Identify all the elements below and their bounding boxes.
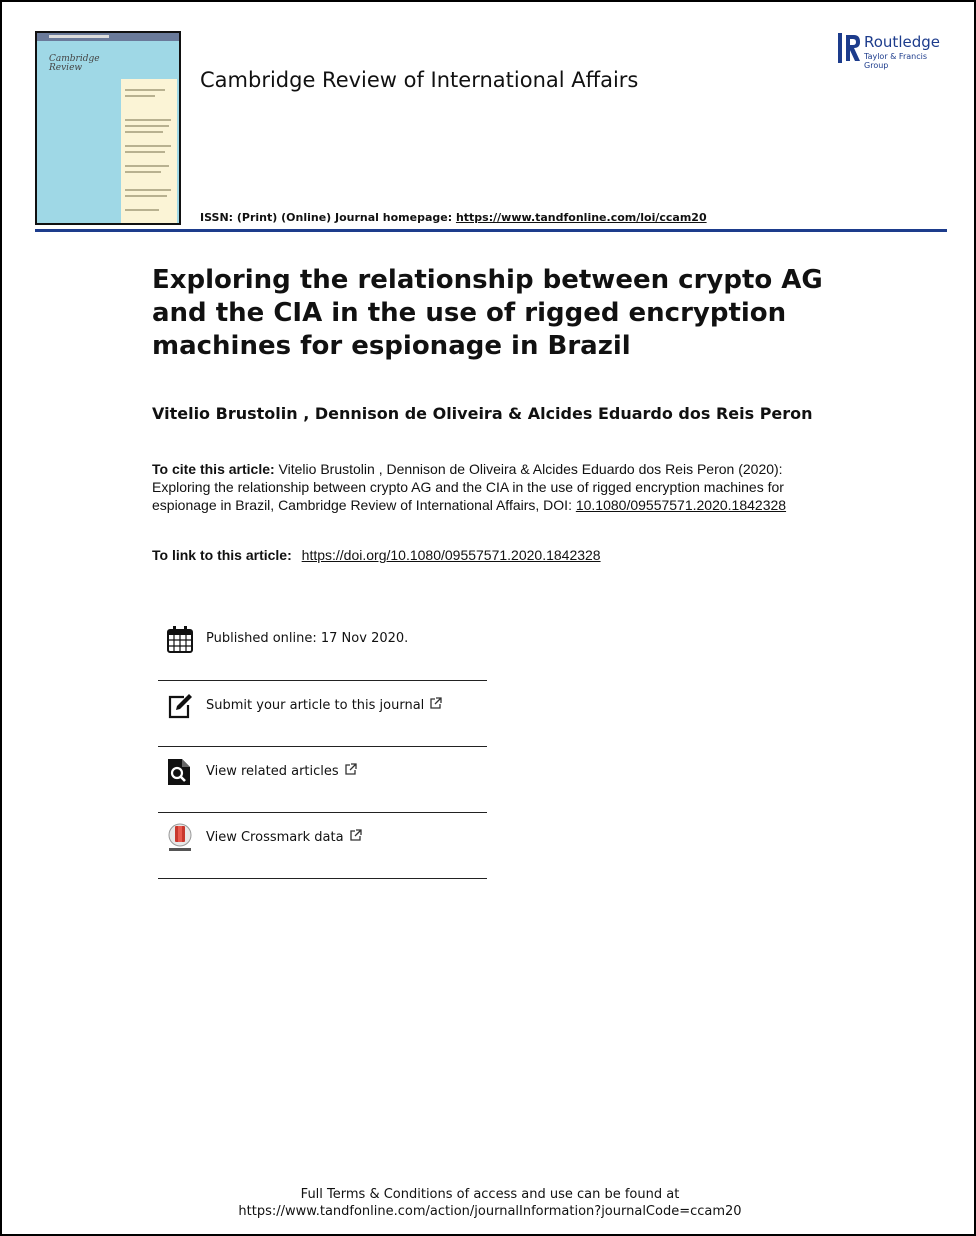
article-link-line [152, 547, 601, 563]
article-doi-link[interactable]: https://doi.org/10.1080/09557571.2020.1842328 [301, 547, 601, 563]
related-articles-link[interactable]: View related articles [206, 763, 357, 779]
external-link-icon [350, 829, 362, 841]
routledge-r-icon [838, 33, 862, 63]
citation-label: To cite this article: [152, 461, 275, 477]
crossmark-icon [166, 823, 194, 853]
submit-article-row[interactable] [158, 681, 487, 747]
cover-title: Cambridge Review [49, 54, 100, 73]
citation-doi-link[interactable]: 10.1080/09557571.2020.1842328 [575, 497, 787, 513]
article-link-label: To link to this article: [152, 547, 296, 563]
edit-icon [166, 691, 194, 721]
article-title: Exploring the relationship between crypto AG and the CIA in the use of rigged encryption machines for espionage in Brazil [152, 265, 823, 361]
publisher-name: Routledge [864, 33, 940, 51]
article-actions [158, 615, 487, 879]
published-online-text: Published online: 17 Nov 2020. [206, 631, 409, 646]
journal-title: Cambridge Review of International Affairs [200, 68, 639, 92]
crossmark-row[interactable] [158, 813, 487, 879]
issn-line [200, 211, 707, 224]
header-divider [35, 229, 947, 232]
citation-text: Vitelio Brustolin , Dennison de Oliveira & Alcides Eduardo dos Reis Peron (2020): Exploring the relationship between crypto AG and the CIA in the use of rigged encryption machines for espionage in Brazil, Cambridge Review of International Affairs, DOI: [152, 461, 784, 513]
journal-cover-image [35, 31, 181, 225]
search-document-icon [166, 757, 194, 787]
routledge-logo [838, 33, 948, 69]
terms-url-link[interactable]: https://www.tandfonline.com/action/journalInformation?journalCode=ccam20 [238, 1204, 742, 1219]
submit-article-link[interactable]: Submit your article to this journal [206, 697, 442, 713]
external-link-icon [345, 763, 357, 775]
issn-label: ISSN: (Print) (Online) Journal homepage: [200, 211, 456, 224]
published-online-row [158, 615, 487, 681]
crossmark-link[interactable]: View Crossmark data [206, 829, 362, 845]
external-link-icon [430, 697, 442, 709]
journal-homepage-link[interactable]: https://www.tandfonline.com/loi/ccam20 [455, 211, 707, 224]
publisher-group: Taylor & Francis Group [864, 52, 927, 70]
calendar-icon [166, 625, 194, 655]
terms-footer [2, 1186, 976, 1220]
citation-block [152, 460, 802, 514]
article-authors: Vitelio Brustolin , Dennison de Oliveira & Alcides Eduardo dos Reis Peron [152, 404, 813, 423]
related-articles-row[interactable] [158, 747, 487, 813]
terms-text: Full Terms & Conditions of access and use can be found at [300, 1187, 680, 1202]
